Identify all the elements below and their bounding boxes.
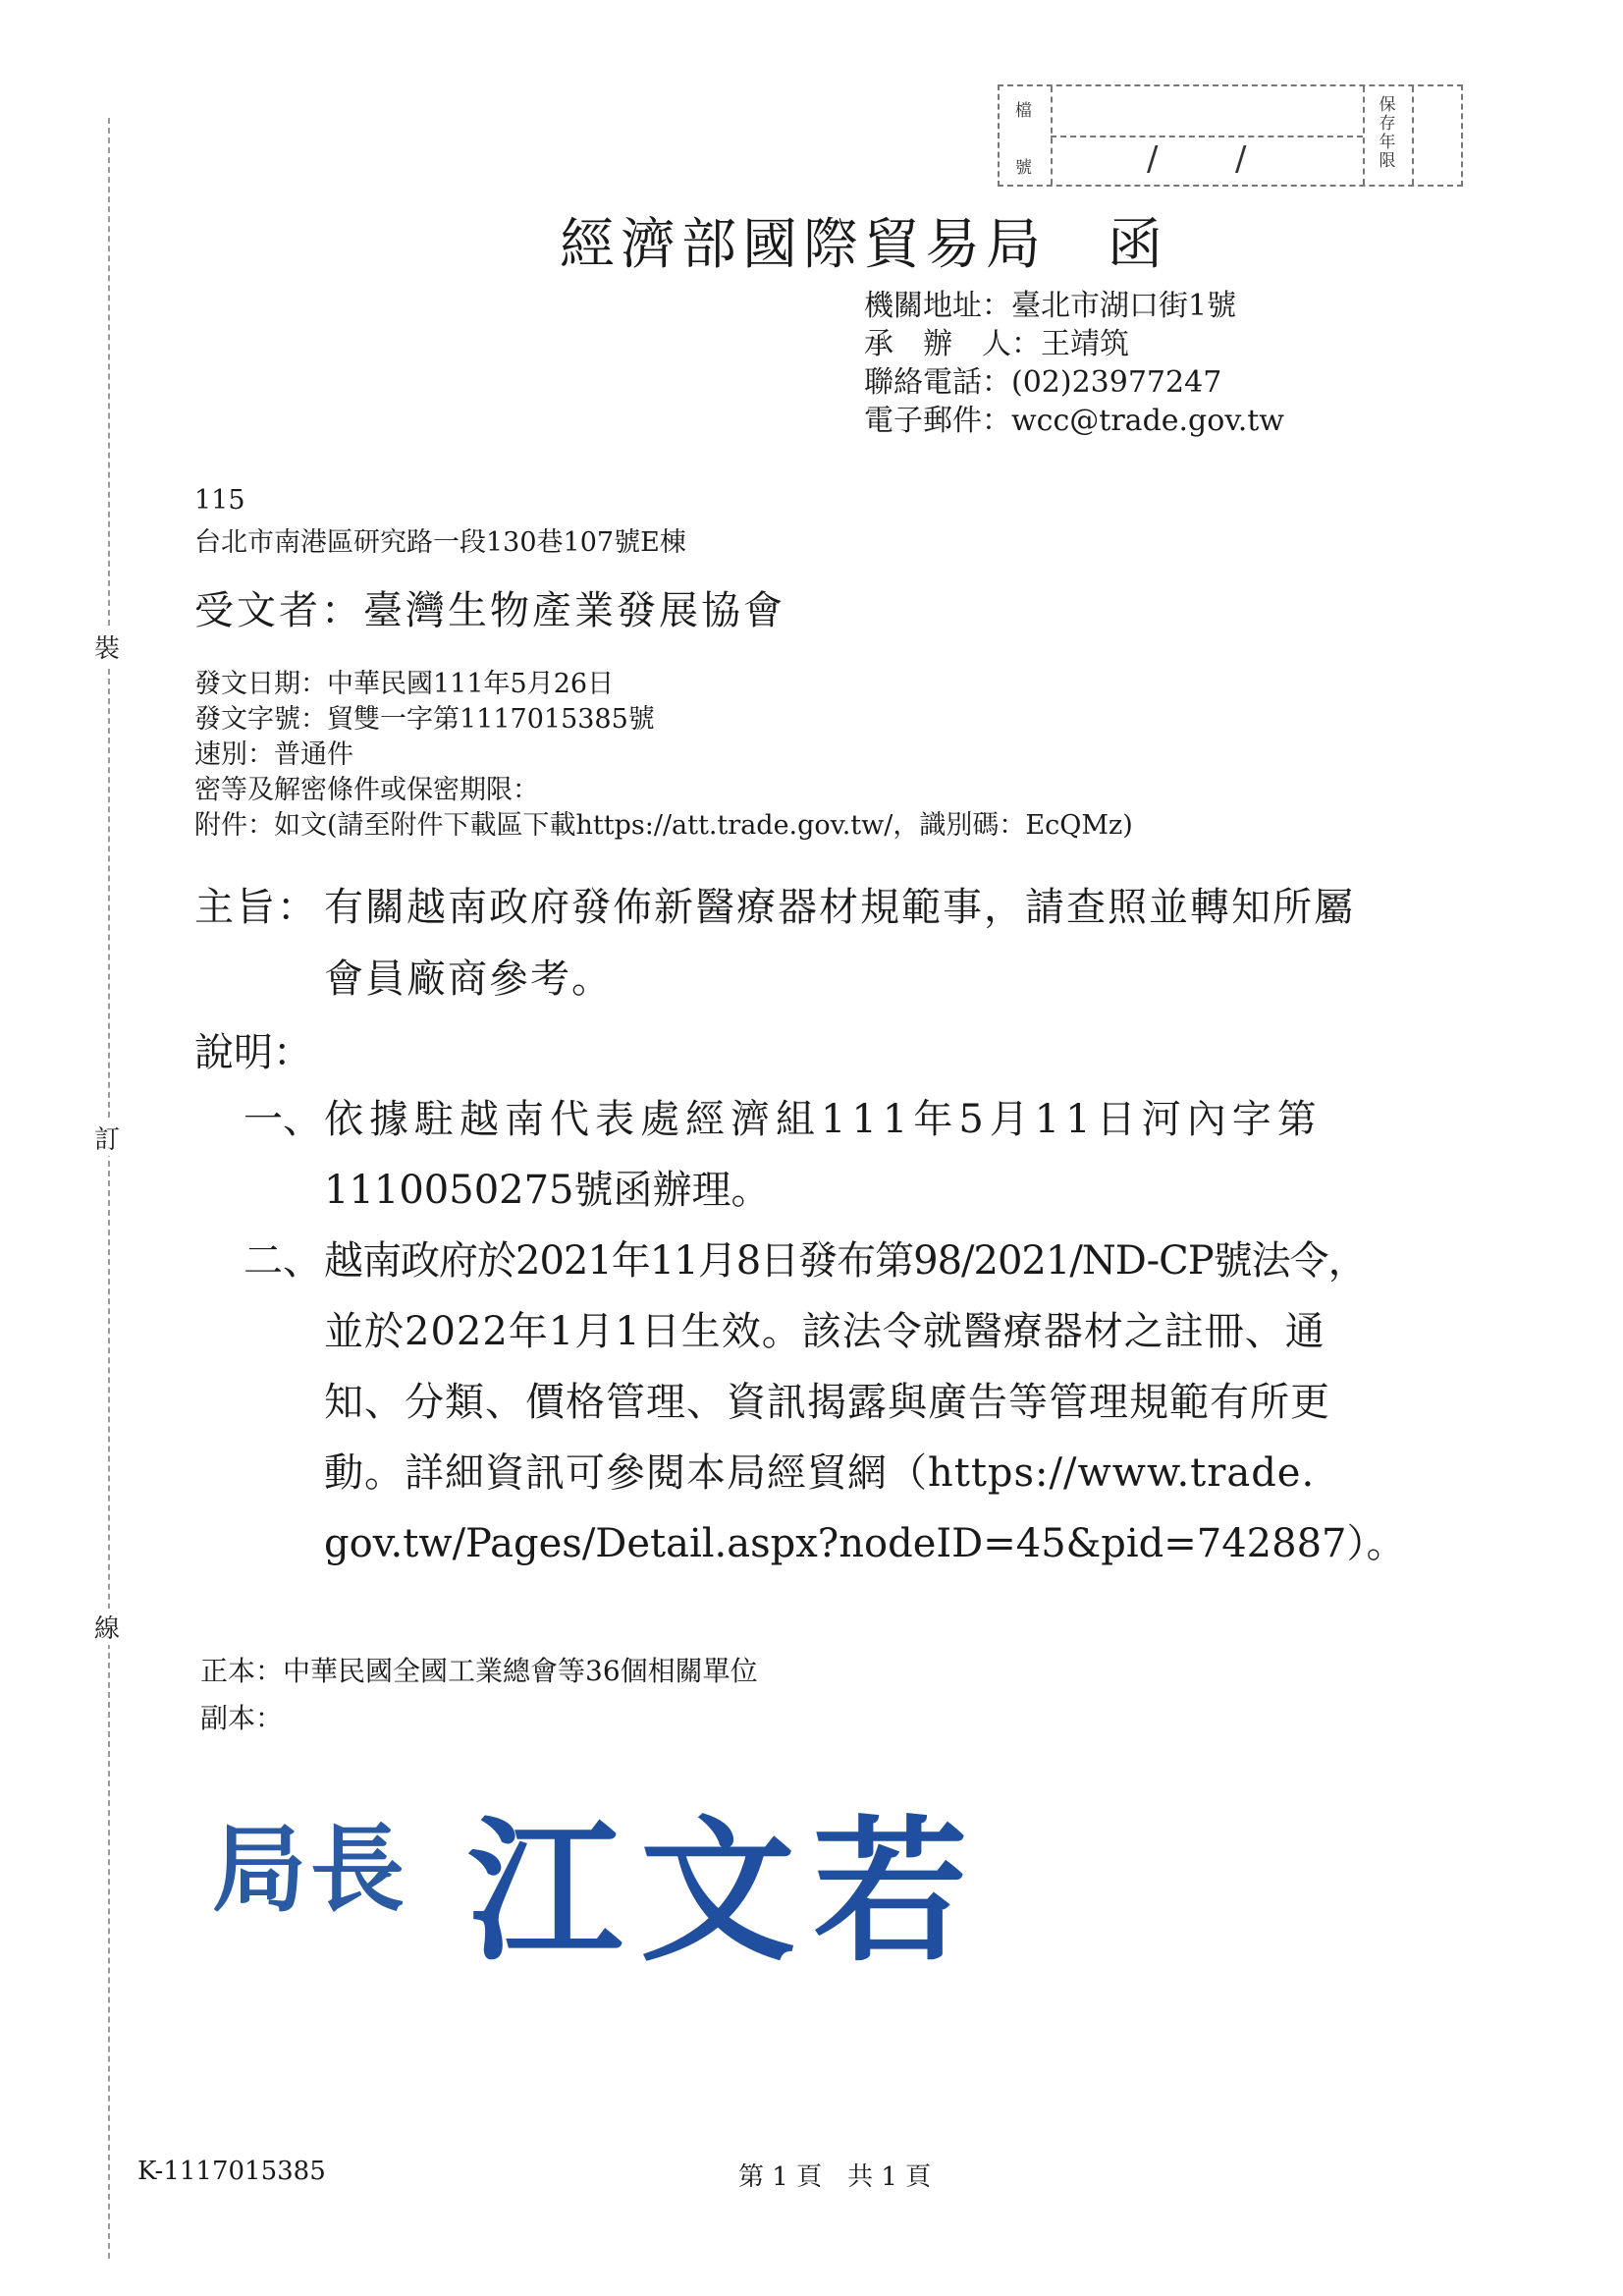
archive-box (998, 84, 1463, 187)
signature-name: 江文若 (467, 1801, 986, 1983)
document-title: 經濟部國際貿易局 函 (560, 213, 1168, 277)
sender-handler: 承 辦 人：王靖筑 (864, 327, 1129, 361)
archive-hao-label: 號 (1015, 158, 1032, 178)
distribution-copy: 副本： (200, 1702, 284, 1734)
subject-line-2: 會員廠商參考。 (324, 957, 613, 1002)
archive-dang-label: 檔 (1015, 101, 1032, 121)
archive-slash-1: / (1147, 139, 1159, 179)
recipient-street-address: 台北市南港區研究路一段130巷107號E棟 (194, 527, 686, 558)
binding-mark-xian: 線 (94, 1609, 120, 1645)
explanation-item-1-line-1: 依據駐越南代表處經濟組111年5月11日河內字第 (324, 1097, 1323, 1142)
explanation-label: 說明： (194, 1030, 312, 1075)
secrecy-level: 密等及解密條件或保密期限： (194, 775, 539, 805)
signature-title: 局長 (212, 1814, 408, 1925)
issue-date: 發文日期：中華民國111年5月26日 (194, 669, 615, 699)
explanation-item-1-number: 一、 (243, 1097, 322, 1142)
binding-line (108, 118, 110, 2259)
explanation-item-2-line-4: 動。詳細資訊可參閱本局經貿網（https://www.trade. (324, 1450, 1316, 1496)
sender-email: 電子郵件：wcc@trade.gov.tw (864, 404, 1284, 438)
explanation-item-2-line-2: 並於2022年1月1日生效。該法令就醫療器材之註冊、通 (324, 1309, 1325, 1354)
explanation-item-1-line-2: 1110050275號函辦理。 (324, 1168, 771, 1213)
delivery-speed: 速別：普通件 (194, 739, 353, 770)
distribution-main: 正本：中華民國全國工業總會等36個相關單位 (200, 1655, 758, 1687)
attachment: 附件：如文(請至附件下載區下載https://att.trade.gov.tw/，識別碼：EcQMz) (194, 810, 1133, 841)
explanation-item-2-line-1: 越南政府於2021年11月8日發布第98/2021/ND-CP號法令， (324, 1238, 1367, 1284)
subject-line-1: 有關越南政府發佈新醫療器材規範事，請查照並轉知所屬 (324, 885, 1355, 930)
footer-document-number: K-1117015385 (137, 2157, 326, 2186)
recipient: 受文者：臺灣生物產業發展協會 (194, 588, 785, 633)
explanation-item-2-number: 二、 (243, 1238, 322, 1284)
recipient-postal-code: 115 (194, 485, 245, 516)
binding-mark-ding: 訂 (94, 1120, 120, 1156)
binding-mark-zhuang: 裝 (94, 629, 120, 665)
archive-slash-2: / (1235, 139, 1247, 179)
footer-page-number: 第 1 頁 共 1 頁 (738, 2162, 932, 2192)
sender-address: 機關地址：臺北市湖口街1號 (864, 289, 1237, 323)
issue-number: 發文字號：貿雙一字第1117015385號 (194, 704, 655, 735)
subject-label: 主旨： (194, 885, 318, 930)
sender-phone: 聯絡電話：(02)23977247 (864, 365, 1222, 400)
archive-retention-label: 保存年限 (1379, 95, 1396, 171)
explanation-item-2-line-5: gov.tw/Pages/Detail.aspx?nodeID=45&pid=742887）。 (324, 1521, 1406, 1566)
explanation-item-2-line-3: 知、分類、價格管理、資訊揭露與廣告等管理規範有所更 (324, 1380, 1330, 1425)
